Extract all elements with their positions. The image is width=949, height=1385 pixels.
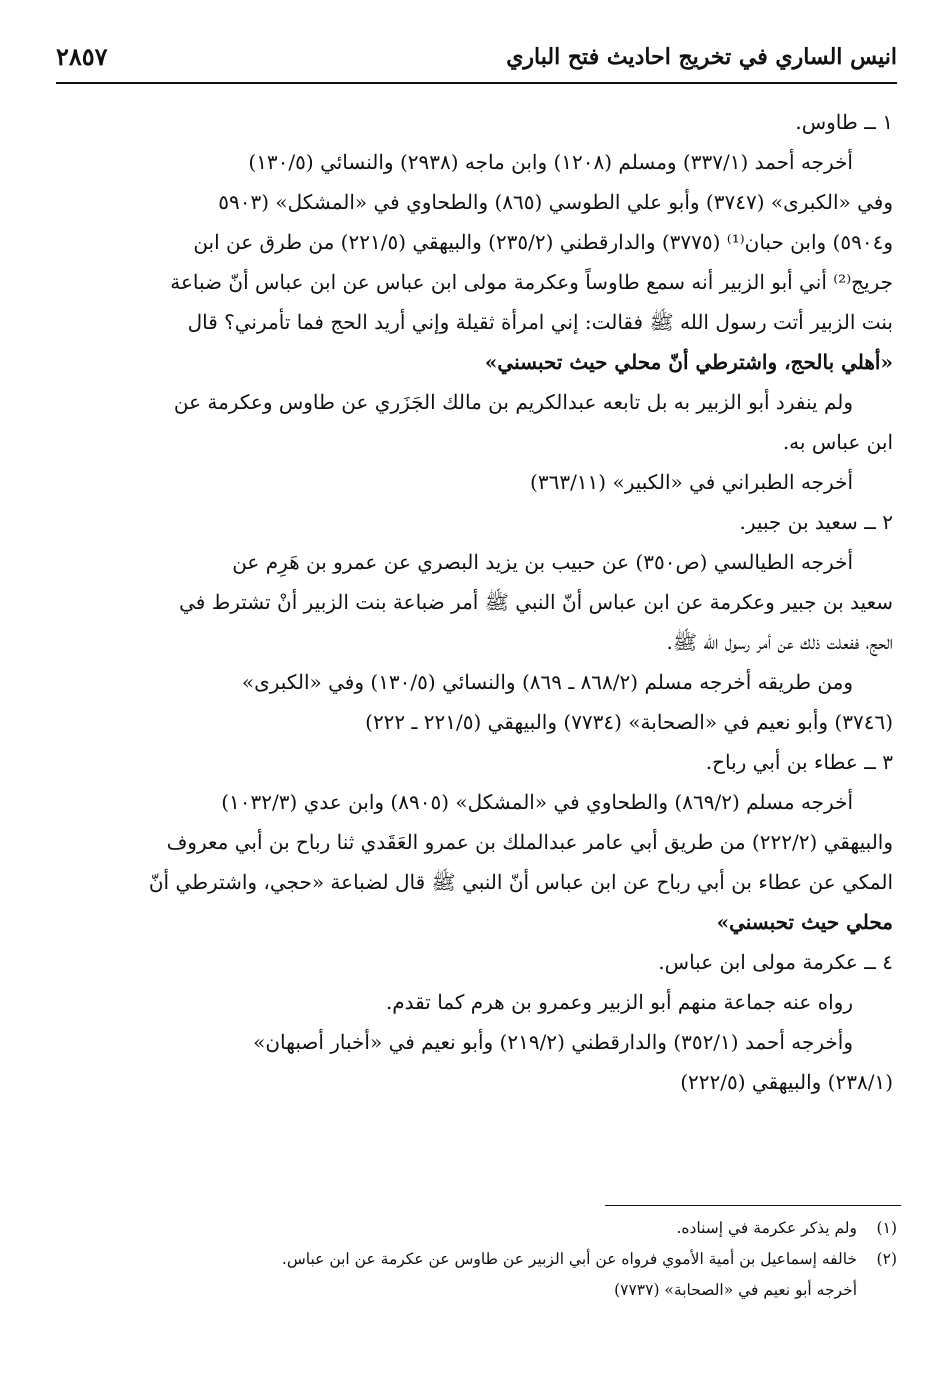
text-line: ١ ــ طاوس. [795, 110, 893, 134]
text-line: (٣٧٤٦) وأبو نعيم في «الصحابة» (٧٧٣٤) والبيهقي (٢٢١/٥ ـ ٢٢٢) [365, 710, 893, 734]
text-line: والبيهقي (٢٢٢/٢) من طريق أبي عامر عبدالملك بن عمرو العَقَدي ثنا رباح بن أبي معروف [166, 830, 893, 854]
footnotes [90, 1213, 897, 1306]
page-number: ٢٨٥٧ [56, 42, 108, 71]
text-line: أخرجه الطيالسي (ص٣٥٠) عن حبيب بن يزيد البصري عن عمرو بن هَرِم عن [232, 550, 853, 574]
text-line: بنت الزبير أتت رسول الله ﷺ فقالت: إني امرأة ثقيلة وإني أريد الحج فما تأمرني؟ قال [187, 310, 893, 334]
text-line: ولم ينفرد أبو الزبير به بل تابعه عبدالكريم بن مالك الجَزَري عن طاوس وعكرمة عن [173, 390, 853, 414]
text-line: سعيد بن جبير وعكرمة عن ابن عباس أنّ النبي ﷺ أمر ضباعة بنت الزبير أنْ تشترط في [179, 590, 893, 614]
main-text [86, 102, 893, 1102]
text-line: ٤ ــ عكرمة مولى ابن عباس. [658, 950, 893, 974]
text-line: أخرجه مسلم (٨٦٩/٢) والطحاوي في «المشكل» (٨٩٠٥) وابن عدي (١٠٣٢/٣) [221, 790, 853, 814]
text-line: (٢٣٨/١) والبيهقي (٢٢٢/٥) [680, 1070, 893, 1094]
running-title: انيس الساري في تخريج احاديث فتح الباري [506, 44, 897, 70]
text-line: وأخرجه أحمد (٣٥٢/١) والدارقطني (٢١٩/٢) وأبو نعيم في «أخبار أصبهان» [253, 1030, 853, 1054]
text-line: «أهلي بالحج، واشترطي أنّ محلي حيث تحبسني» [484, 350, 893, 374]
text-line: وفي «الكبرى» (٣٧٤٧) وأبو علي الطوسي (٨٦٥) والطحاوي في «المشكل» (٥٩٠٣ [218, 190, 893, 214]
text-line: جريج⁽²⁾ أني أبو الزبير أنه سمع طاوساً وعكرمة مولى ابن عباس عن ابن عباس أنّ ضباعة [170, 270, 893, 294]
text-line: ٢ ــ سعيد بن جبير. [739, 510, 893, 534]
footnote-item [90, 1244, 897, 1275]
text-line: و٥٩٠٤) وابن حبان⁽¹⁾ (٣٧٧٥) والدارقطني (٢٣٥/٢) والبيهقي (٢٢١/٥) من طرق عن ابن [193, 230, 893, 254]
text-line: محلي حيث تحبسني» [716, 910, 893, 934]
text-line: ومن طريقه أخرجه مسلم (٨٦٨/٢ ـ ٨٦٩) والنسائي (١٣٠/٥) وفي «الكبرى» [241, 670, 853, 694]
footnote-item [90, 1275, 897, 1306]
text-line: الحج، ففعلت ذلك عن أمر رسول الله ﷺ. [666, 630, 893, 654]
page-header [56, 34, 897, 84]
footnote-text: خالفه إسماعيل بن أمية الأموي فرواه عن أبي الزبير عن طاوس عن عكرمة عن ابن عباس. [281, 1250, 857, 1268]
text-line: أخرجه أحمد (٣٣٧/١) ومسلم (١٢٠٨) وابن ماجه (٢٩٣٨) والنسائي (١٣٠/٥) [248, 150, 853, 174]
text-line: رواه عنه جماعة منهم أبو الزبير وعمرو بن هرم كما تقدم. [385, 990, 853, 1014]
footnote-text: أخرجه أبو نعيم في «الصحابة» (٧٧٣٧) [614, 1281, 857, 1299]
footnote-text: ولم يذكر عكرمة في إسناده. [676, 1219, 857, 1237]
footnote-number: (١) [876, 1219, 897, 1237]
text-line: المكي عن عطاء بن أبي رباح عن ابن عباس أنّ النبي ﷺ قال لضباعة «حجي، واشترطي أنّ [148, 870, 893, 894]
text-line: ٣ ــ عطاء بن أبي رباح. [705, 750, 893, 774]
footnote-divider [605, 1205, 901, 1206]
text-line: أخرجه الطبراني في «الكبير» (٣٦٣/١١) [530, 470, 853, 494]
text-line: ابن عباس به. [782, 430, 893, 454]
footnote-item [90, 1213, 897, 1244]
footnote-number: (٢) [876, 1250, 897, 1268]
